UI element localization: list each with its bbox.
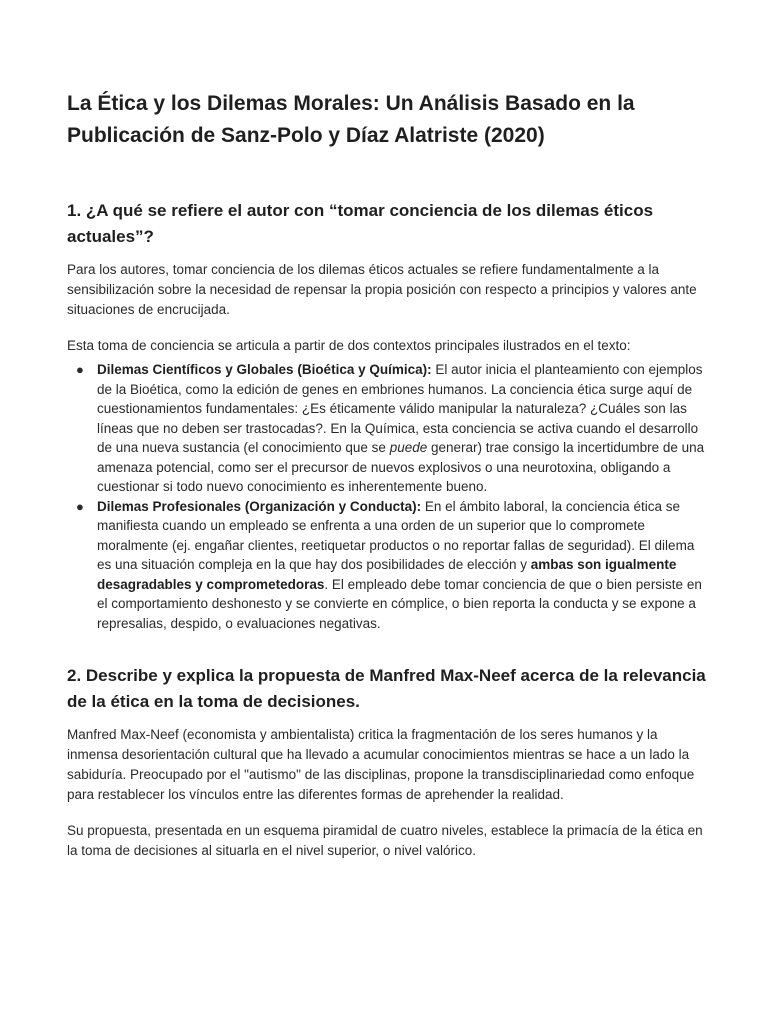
bullet-1-italic: puede (389, 440, 428, 455)
bullet-1-bold: Dilemas Científicos y Globales (Bioética y Química): (97, 362, 432, 377)
bullet-icon: ● (76, 362, 84, 377)
bullet-2-bold: Dilemas Profesionales (Organización y Conducta): (97, 498, 422, 514)
bullet-1-text-a: El autor inicia el planteamiento con ejemplos de la Bioética, como la edición de genes en embriones humanos. La conciencia ética surge aquí de cuestionamientos fundamentales: ¿Es éticamente válido manipular la naturaleza? ¿Cuáles son las líneas que no deben ser trastocadas?. En la Química, esta conciencia se activa cuando el desarrollo de una nueva sustancia (el conocimiento que se (97, 362, 703, 455)
document-page (67, 88, 707, 861)
section-1-heading: 1. ¿A qué se refiere el autor con “tomar conciencia de los dilemas éticos actuales”? (67, 201, 654, 246)
bullet-2-bold-2: ambas son igualmente desagradables y comprometedoras (97, 557, 677, 592)
section-1-paragraph-2: Esta toma de conciencia se articula a partir de dos contextos principales ilustrados en el texto: (67, 338, 631, 353)
section-1-paragraph-1: Para los autores, tomar conciencia de los dilemas éticos actuales se refiere fundamentalmente a la sensibilización sobre la necesidad de repensar la propia posición con respecto a principios y valores ante situaciones de encrucijada. (67, 262, 697, 317)
list-item (67, 497, 707, 634)
bullet-1-text-b: generar) trae consigo la incertidumbre de una amenaza potencial, como ser el precursor de nuevos explosivos o una neurotoxina, obligando a cuestionar si todo nuevo conocimiento es inherentemente bueno. (97, 440, 705, 494)
document-title: La Ética y los Dilemas Morales: Un Análisis Basado en la Publicación de Sanz-Polo y Díaz Alatriste (2020) (67, 92, 635, 147)
section-2-heading: 2. Describe y explica la propuesta de Manfred Max-Neef acerca de la relevancia de la ética en la toma de decisiones. (67, 666, 706, 711)
section-1-bullet-list (67, 360, 707, 633)
section-2-paragraph-1: Manfred Max-Neef (economista y ambientalista) critica la fragmentación de los seres humanos y la inmensa desorientación cultural que ha llevado a acumular conocimientos mientras se hace a un lado la sabiduría. Preocupado por el "autismo" de las disciplinas, propone la transdisciplinariedad como enfoque para restablecer los vínculos entre las diferentes formas de aprehender la realidad. (67, 727, 695, 802)
section-2-paragraph-2: Su propuesta, presentada en un esquema piramidal de cuatro niveles, establece la primacía de la ética en la toma de decisiones al situarla en el nivel superior, o nivel valórico. (67, 823, 703, 858)
list-item (67, 360, 707, 497)
bullet-2-text-b: . El empleado debe tomar conciencia de que o bien persiste en el comportamiento deshonesto y se convierte en cómplice, o bien reporta la conducta y se expone a represalias, despido, o evaluaciones negativas. (97, 576, 702, 631)
bullet-2-text-a: En el ámbito laboral, la conciencia ética se manifiesta cuando un empleado se enfrenta a una orden de un superior que lo compromete moralmente (ej. engañar clientes, reetiquetar productos o no reportar fallas de seguridad). El dilema es una situación compleja en la que hay dos posibilidades de elección y (97, 498, 695, 572)
bullet-icon: ● (76, 498, 84, 514)
